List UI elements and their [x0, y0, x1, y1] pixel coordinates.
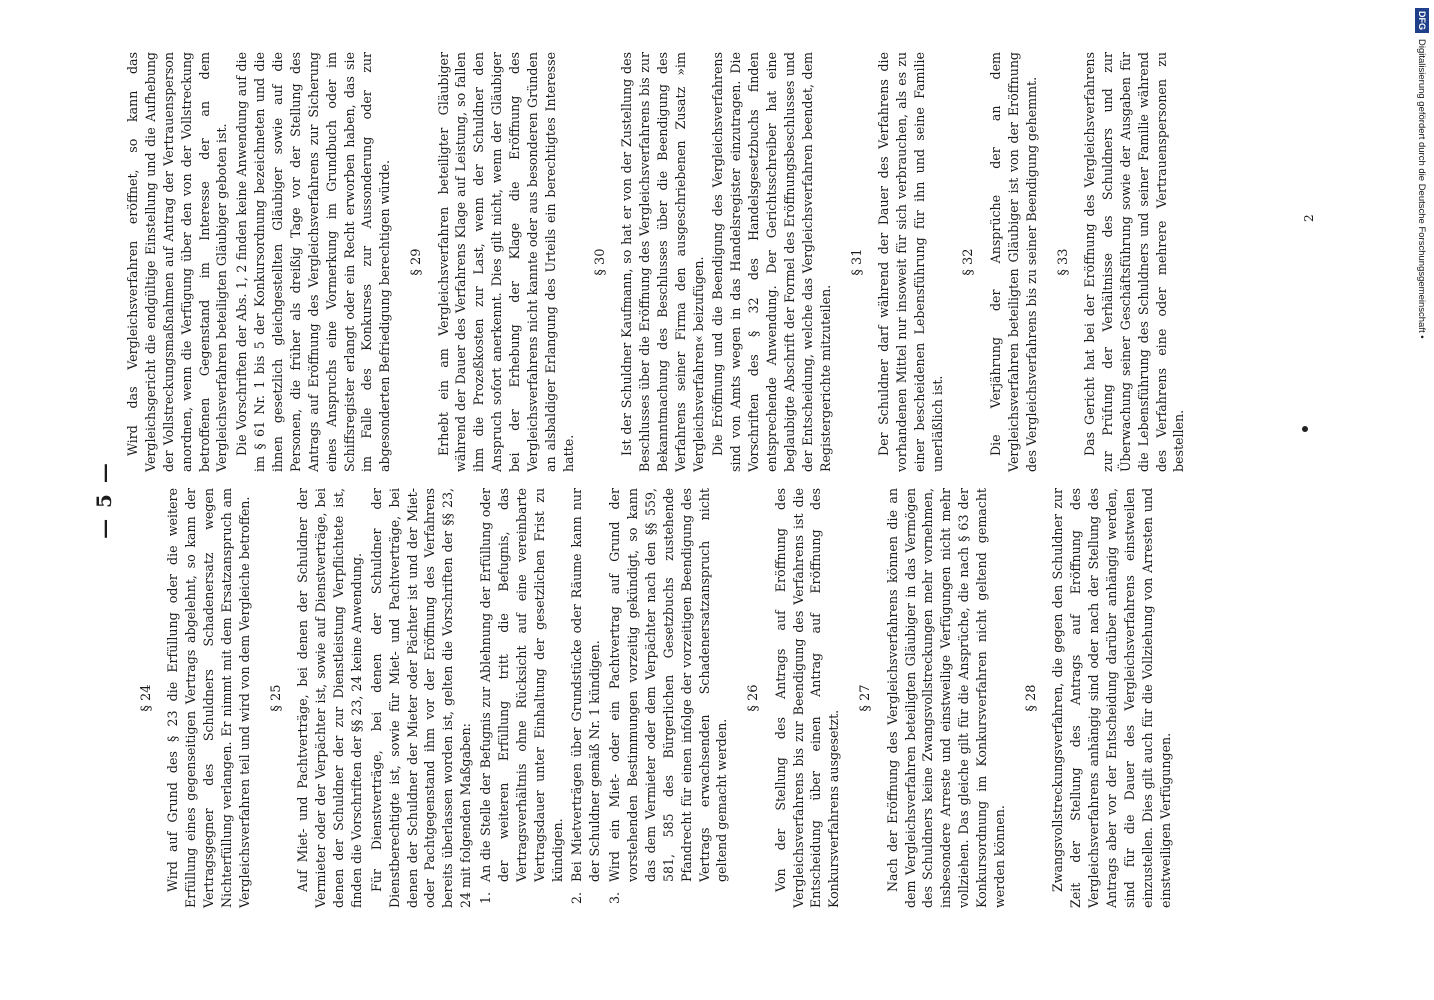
section-30-paragraph-1: Ist der Schuldner Kaufmann, so hat er von der Zustellung des Beschlusses über die Eröffnung des Vergleichsverfahrens bis zur Bekanntmachung des Beschlusses über die Beendigung des Verfahrens seiner Firma den ausgeschriebenen Zusatz »im Vergleichsverfahren« beizufügen.	[619, 52, 706, 472]
section-28-heading: § 28	[1023, 684, 1039, 712]
page-header: — 5 —	[92, 461, 116, 539]
left-column	[124, 488, 1176, 908]
section-31-heading: § 31	[849, 248, 865, 276]
ink-dot	[1302, 426, 1308, 432]
section-27-heading: § 27	[858, 684, 874, 712]
list-item	[477, 488, 566, 908]
continued-paragraph: Wird das Vergleichsverfahren eröffnet, so kann das Vergleichsgericht die endgültige Einstellung und die Aufhebung der Vollstreckungsmaßnahmen auf Antrag der Vertrauensperson anordnen, wenn die Verfügung über den von der Vollstreckung betroffenen Gegenstand im Interesse der an dem Vergleichsverfahren beteiligten Gläubiger geboten ist.	[125, 52, 230, 472]
list-item-text: Wird ein Miet- oder ein Pachtvertrag auf Grund der vorstehenden Bestimmungen vorzeitig gekündigt, so kann das dem Vermieter oder dem Verpächter nach den §§ 559, 581, 585 des Bürgerlichen Gesetzbuchs zustehende Pfandrecht für einen infolge der vorzeitigen Beendigung des Vertrags erwachsenden Schadenersatzanspruch nicht geltend gemacht werden.	[607, 488, 730, 882]
credit-text: Digitalisierung gefördert durch die Deutsche Forschungsgemeinschaft •	[1416, 39, 1427, 339]
list-item-text: An die Stelle der Befugnis zur Ablehnung der Erfüllung oder der weiteren Erfüllung tritt die Befugnis, das Vertragsverhältnis ohne Rücksicht auf eine vereinbarte Vertragsdauer unter Einhaltung der gesetzlichen Frist zu kündigen.	[478, 488, 565, 882]
section-24-heading: § 24	[139, 684, 154, 712]
list-item	[568, 488, 604, 908]
signature-number: 2	[1302, 214, 1316, 222]
section-27-text: Nach der Eröffnung des Vergleichsverfahrens können die an dem Vergleichsverfahren beteiligten Gläubiger in das Vermögen des Schuldners keine Zwangsvollstreckungen mehr vornehmen, insbesondere Arreste und einstweilige Verfügungen nicht mehr vollziehen. Das gleiche gilt für die Ansprüche, die nach § 63 der Konkursordnung im Konkursverfahren nicht geltend gemacht werden können.	[884, 488, 1007, 908]
section-25-heading: § 25	[268, 684, 284, 712]
list-item-number: 1.	[478, 891, 494, 904]
section-32-text: Die Verjährung der Ansprüche der an dem Vergleichsverfahren beteiligten Gläubiger ist von der Eröffnung des Vergleichsverfahrens bis zu seiner Beendigung gehemmt.	[987, 52, 1039, 472]
section-30-paragraph-2: Die Eröffnung und die Beendigung des Vergleichsverfahrens sind von Amts wegen in das Handelsregister einzutragen. Die Vorschriften des § 32 des Handelsgesetzbuchs finden entsprechende Anwendung. Der Gerichtsschreiber hat eine beglaubigte Abschrift der Formel des Eröffnungsbeschlusses und der Entscheidung, welche das Vergleichsverfahren beendet, dem Registergerichte mitzuteilen.	[710, 52, 833, 472]
section-26-heading: § 26	[746, 684, 762, 712]
section-32-heading: § 32	[961, 248, 977, 276]
section-24-text: Wird auf Grund des § 23 die Erfüllung oder die weitere Erfüllung eines gegenseitigen Vertrags abgelehnt, so kann der Vertragsgegner des Schuldners Schadenersatz wegen Nichterfüllung verlangen. Er nimmt mit dem Ersatzanspruch am Vergleichsverfahren teil und wird von dem Vergleiche betroffen.	[165, 488, 252, 908]
list-item-text: Bei Mietverträgen über Grundstücke oder Räume kann nur der Schuldner gemäß Nr. 1 kündigen.	[569, 488, 603, 882]
section-33-text: Das Gericht hat bei der Eröffnung des Vergleichsverfahrens zur Prüfung der Verhältnisse des Schuldners und zur Überwachung seiner Geschäftsführung sowie der Ausgaben für die Lebensführung des Schuldners und seiner Familie während des Verfahrens eine oder mehrere Vertrauenspersonen zu bestellen.	[1082, 52, 1187, 472]
right-column	[124, 52, 1190, 472]
section-26-text: Von der Stellung des Antrags auf Eröffnung des Vergleichsverfahrens bis zur Beendigung des Verfahrens ist die Entscheidung über einen Antrag auf Eröffnung des Konkursverfahrens ausgesetzt.	[772, 488, 842, 908]
continued-paragraph-2: Die Vorschriften der Abs. 1, 2 finden keine Anwendung auf die im § 61 Nr. 1 bis 5 der Konkursordnung bezeichneten und die ihnen gesetzlich gleichgestellten Gläubiger sowie auf die Personen, die früher als dreißig Tage vor der Stellung des Antrags auf Eröffnung des Vergleichsverfahrens zur Sicherung eines Anspruchs eine Vormerkung im Grundbuch oder im Schiffsregister erlangt oder ein Recht erworben haben, das sie im Falle des Konkurses zur Aussonderung oder zur abgesonderten Befriedigung berechtigen würde.	[234, 52, 393, 472]
section-25-paragraph-1: Auf Miet- und Pachtverträge, bei denen der Schuldner der Vermieter oder der Verpächter ist, sowie auf Dienstverträge, bei denen der Schuldner der zur Dienstleistung Verpflichtete ist, finden die Vorschriften der §§ 23, 24 keine Anwendung.	[295, 488, 364, 908]
section-29-text: Erhebt ein am Vergleichsverfahren beteiligter Gläubiger während der Dauer des Verfahrens Klage auf Leistung, so fallen ihm die Prozeßkosten zur Last, wenn der Schuldner den Anspruch sofort anerkennt. Dies gilt nicht, wenn der Gläubiger bei der Erhebung der Klage die Eröffnung des Vergleichsverfahrens nicht kannte oder aus besonderen Gründen an alsbaldiger Erlangung des Urteils ein berechtigtes Interesse hatte.	[435, 52, 576, 472]
list-item-number: 3.	[607, 891, 623, 904]
section-30-heading: § 30	[592, 248, 608, 276]
section-28-text: Zwangsvollstreckungsverfahren, die gegen den Schuldner zur Zeit der Stellung des Antrags auf Eröffnung des Vergleichsverfahrens anhängig sind oder nach der Stellung des Antrags aber vor der Entscheidung darüber anhängig werden, sind für die Dauer des Vergleichsverfahrens einstweilen einzustellen. Dies gilt auch für die Vollziehung von Arresten und einstweiligen Verfügungen.	[1050, 488, 1173, 908]
dfg-logo: DFG	[1415, 8, 1429, 33]
list-item-number: 2.	[569, 891, 585, 904]
section-25-paragraph-2: Für Dienstverträge, bei denen der Schuldner der Dienstberechtigte ist, sowie für Miet- und Pachtverträge, bei denen der Schuldner der Mieter oder Pächter ist und der Miet- oder Pachtgegenstand ihm vor der Eröffnung des Verfahrens bereits überlassen worden ist, gelten die Vorschriften der §§ 23, 24 mit folgenden Maßgaben:	[368, 488, 474, 908]
list-item	[606, 488, 731, 908]
section-31-text: Der Schuldner darf während der Dauer des Verfahrens die vorhandenen Mittel nur insoweit für sich verbrauchen, als es zu einer bescheidenen Lebensführung für ihn und seine Familie unerläßlich ist.	[875, 52, 945, 472]
digitization-credit	[1412, 8, 1430, 998]
section-29-heading: § 29	[409, 248, 425, 276]
section-33-heading: § 33	[1055, 248, 1071, 276]
